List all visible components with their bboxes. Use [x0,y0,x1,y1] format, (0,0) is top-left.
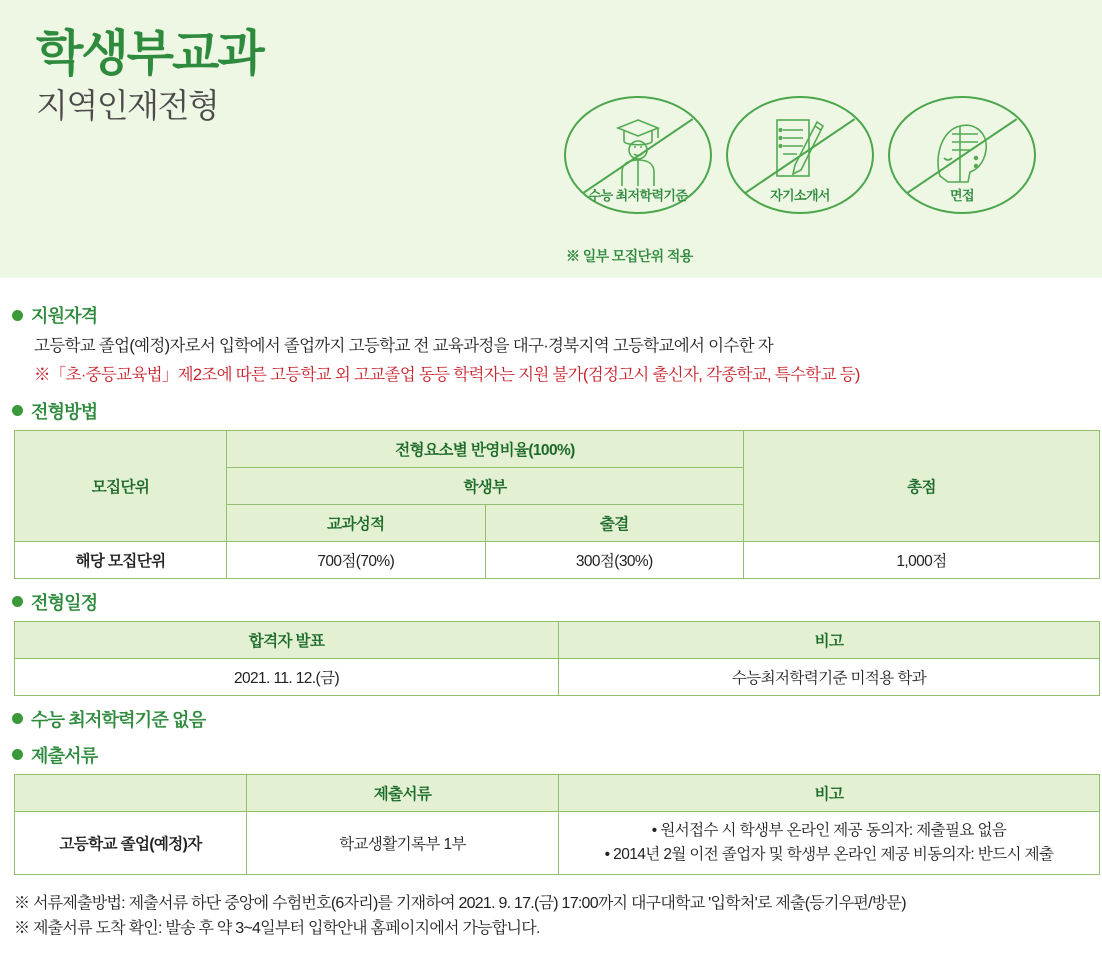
table-row [15,541,1100,578]
table-row [15,774,1100,811]
eligibility-line-1: 고등학교 졸업(예정)자로서 입학에서 졸업까지 고등학교 전 교육과정을 대구·경북지역 고등학교에서 이수한 자 [34,337,773,355]
badge-label: 자기소개서 [770,188,830,203]
badge-group [564,96,1036,214]
documents-table [14,774,1100,875]
badge-note: ※ 일부 모집단위 적용 [566,248,693,264]
cell-target-value: 고등학교 졸업(예정)자 [15,811,247,874]
bullet-icon [12,749,23,760]
th-remark: 비고 [559,621,1100,658]
schedule-table [14,621,1100,696]
badge-label: 면접 [950,188,974,203]
eligibility-line-2: ※「초·중등교육법」제2조에 따른 고등학교 외 고교졸업 동등 학력자는 지원 불가(검정고시 출신자, 각종학교, 특수학교 등) [34,365,860,384]
th-docs: 제출서류 [247,774,559,811]
bullet-icon [12,596,23,607]
list-item-text: 2014년 2월 이전 졸업자 및 학생부 온라인 제공 비동의자: 반드시 제출 [613,845,1054,863]
cell-unit-value: 해당 모집단위 [15,541,227,578]
footnotes [14,891,1094,942]
section-title: 수능 최저학력기준 없음 [31,709,206,730]
list-item: • 2014년 2월 이전 졸업자 및 학생부 온라인 제공 비동의자: 반드시 제출 [604,845,1054,863]
section-title: 전형방법 [31,401,98,422]
bullet-icon [12,405,23,416]
table-row [15,430,1100,467]
method-table [14,430,1100,579]
section-title: 지원자격 [31,306,98,326]
cell-remarks-list [559,811,1100,874]
table-row [15,621,1100,658]
footnote-2: ※ 제출서류 도착 확인: 발송 후 약 3~4일부터 입학안내 홈페이지에서 가능합니다. [14,920,540,938]
th-total: 총점 [744,430,1100,541]
badge-interview [888,96,1036,214]
document-pencil-icon [771,112,829,191]
cell-remark-value: 수능최저학력기준 미적용 학과 [559,658,1100,695]
th-school-record: 학생부 [227,467,744,504]
page-subtitle: 지역인재전형 [36,86,219,124]
section-title: 제출서류 [31,745,98,766]
list-item-text: 원서접수 시 학생부 온라인 제공 동의자: 제출필요 없음 [660,821,1007,839]
th-remark: 비고 [559,774,1100,811]
cell-attendance-value: 300점(30%) [485,541,744,578]
section-header-documents [12,742,1094,768]
cell-announce-value: 2021. 11. 12.(금) [15,658,559,695]
cell-total-value: 1,000점 [744,541,1100,578]
badge-self-introduction [726,96,874,214]
th-unit: 모집단위 [15,430,227,541]
th-attendance: 출결 [485,504,744,541]
section-header-eligibility [12,302,1094,328]
th-ratio-group: 전형요소별 반영비율(100%) [227,430,744,467]
page-content [0,278,1102,942]
section-header-method [12,398,1094,424]
section-title: 전형일정 [31,592,98,613]
cell-docs-value: 학교생활기록부 1부 [247,811,559,874]
badge-label: 수능 최저학력기준 [588,188,688,203]
th-subject: 교과성적 [227,504,486,541]
badge-csat-minimum [564,96,712,214]
th-target [15,774,247,811]
footnote-1: ※ 서류제출방법: 제출서류 하단 중앙에 수험번호(6자리)를 기재하여 2021. 9. 17.(금) 17:00까지 대구대학교 '입학처'로 제출(등기우편/방문) [14,894,906,912]
interview-face-icon [930,112,994,191]
bullet-icon [12,713,23,724]
table-row [15,658,1100,695]
th-announce: 합격자 발표 [15,621,559,658]
page-title: 학생부교과 [36,27,263,81]
cell-subject-value: 700점(70%) [227,541,486,578]
list-item: • 원서접수 시 학생부 온라인 제공 동의자: 제출필요 없음 [651,821,1007,839]
section-header-schedule [12,589,1094,615]
section-header-csat [12,706,1094,732]
bullet-icon [12,310,23,321]
table-row [15,811,1100,874]
page-header [0,0,1102,278]
